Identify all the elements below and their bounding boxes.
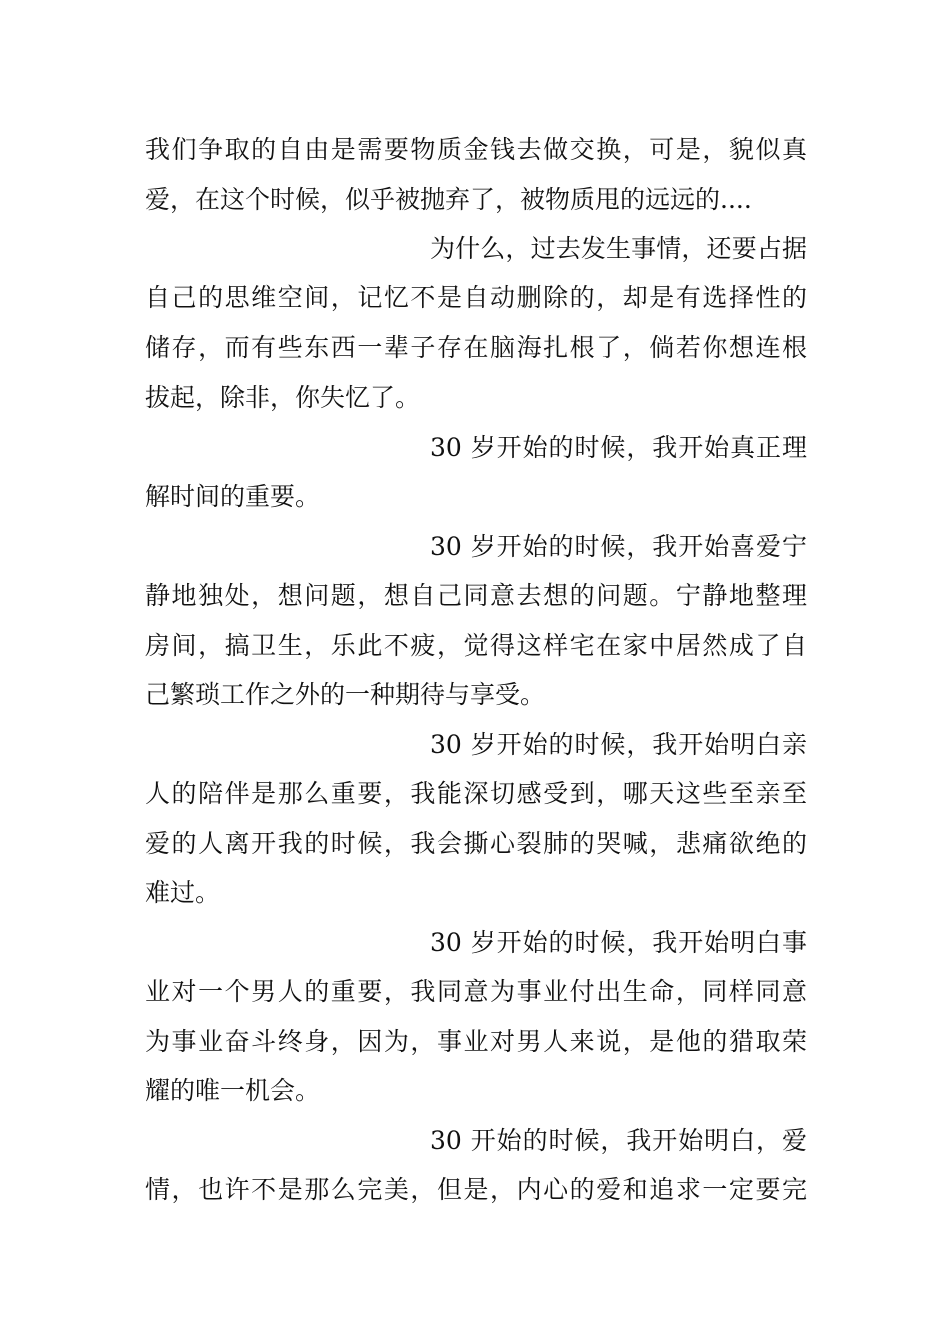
text-line: 30 岁开始的时候，我开始真正理 (430, 433, 807, 462)
text-line: 30 岁开始的时候，我开始明白事 (430, 928, 807, 957)
text-line: 爱，在这个时候，似乎被抛弃了，被物质甩的远远的.... (145, 185, 752, 214)
text-line: 拔起，除非，你失忆了。 (145, 383, 421, 412)
text-line: 情，也许不是那么完美，但是，内心的爱和追求一定要完 (145, 1175, 807, 1204)
text-line: 人的陪伴是那么重要，我能深切感受到，哪天这些至亲至 (145, 779, 807, 808)
text-line: 30 岁开始的时候，我开始喜爱宁 (430, 532, 807, 561)
text-line: 储存，而有些东西一辈子存在脑海扎根了，倘若你想连根 (145, 333, 807, 362)
text-line: 己繁琐工作之外的一种期待与享受。 (145, 680, 546, 709)
text-line: 为事业奋斗终身，因为，事业对男人来说，是他的猎取荣 (145, 1027, 807, 1056)
text-line: 业对一个男人的重要，我同意为事业付出生命，同样同意 (145, 977, 807, 1006)
text-line: 我们争取的自由是需要物质金钱去做交换，可是，貌似真 (145, 135, 807, 164)
text-line: 爱的人离开我的时候，我会撕心裂肺的哭喊，悲痛欲绝的 (145, 829, 807, 858)
text-line: 30 岁开始的时候，我开始明白亲 (430, 730, 807, 759)
text-line: 解时间的重要。 (145, 482, 321, 511)
text-line: 难过。 (145, 878, 221, 907)
text-line: 静地独处，想问题，想自己同意去想的问题。宁静地整理 (145, 581, 807, 610)
text-line: 为什么，过去发生事情，还要占据 (430, 234, 807, 263)
text-line: 30 开始的时候，我开始明白，爱 (430, 1126, 807, 1155)
text-line: 房间，搞卫生，乐此不疲，觉得这样宅在家中居然成了自 (145, 631, 807, 660)
text-line: 自己的思维空间，记忆不是自动删除的，却是有选择性的 (145, 283, 807, 312)
text-line: 耀的唯一机会。 (145, 1076, 321, 1105)
